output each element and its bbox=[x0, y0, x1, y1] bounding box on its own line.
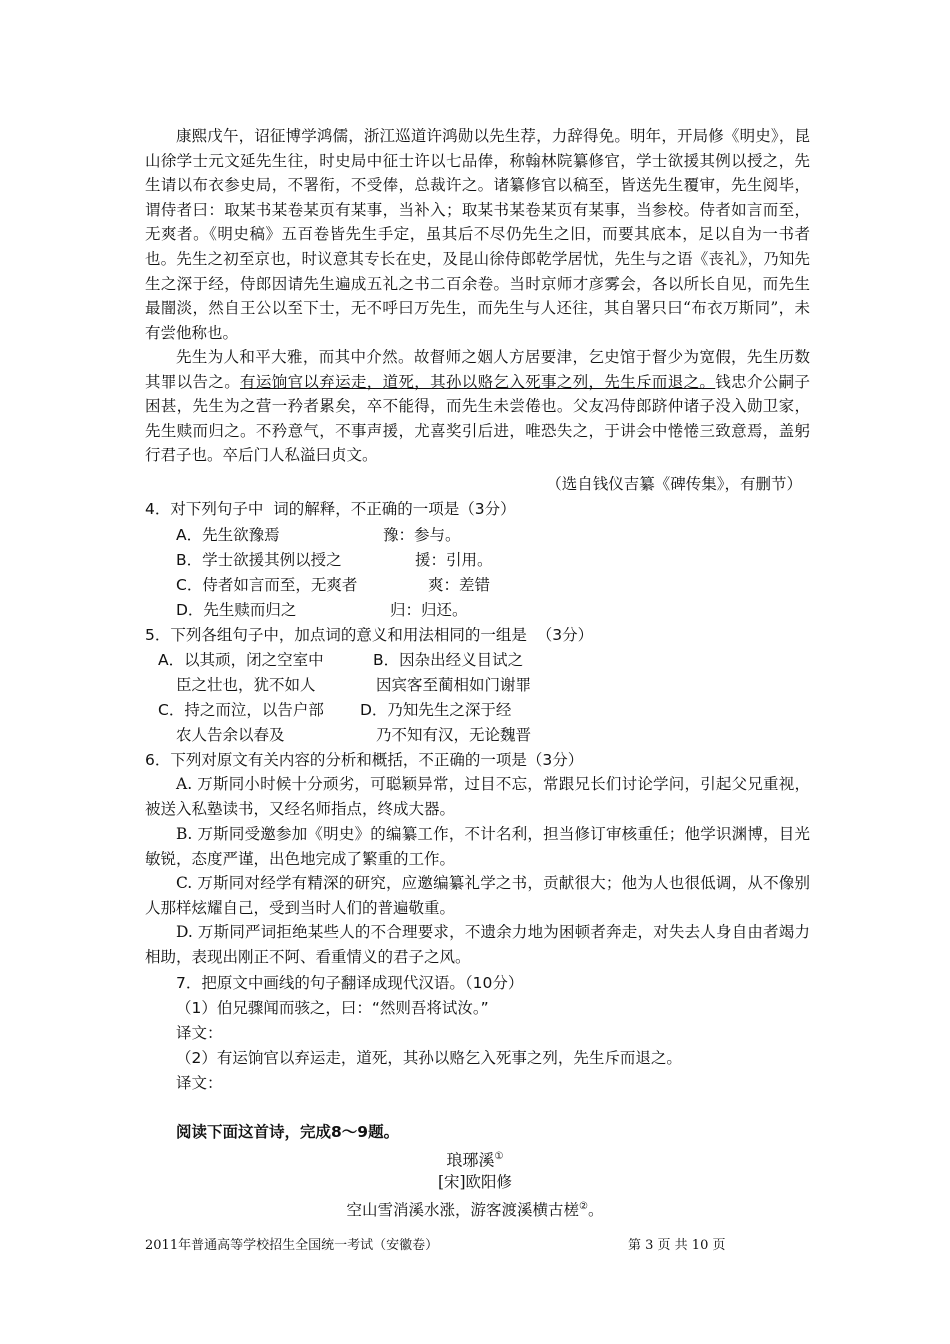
q4-option-a-gloss: 豫：参与。 bbox=[383, 526, 461, 544]
q6-option-d: D. 万斯同严词拒绝某些人的不合理要求，不遗余力地为困顿者奔走，对失去人身自由者竭力相助，表现出刚正不阿、看重情义的君子之风。 bbox=[145, 923, 810, 966]
poem-author: [宋]欧阳修 bbox=[437, 1173, 513, 1191]
q6-option-c: C. 万斯同对经学有精深的研究，应邀编纂礼学之书，贡献很大；他为人也很低调，从不像别人那样炫耀自己，受到当时人们的普遍敬重。 bbox=[145, 874, 810, 917]
q4-option-a: A．先生欲豫焉 bbox=[176, 526, 280, 544]
passage-paragraph-2-b: 钱忠介公嗣子困甚，先生为之营一矜者累矣，卒不能得，而先生未尝倦也。父友冯侍郎跻仲诸子没入勋卫家，先生赎而归之。不矜意气，不事声援，尤喜奖引后进，唯恐失之，于讲会中惓惓三致意焉，盖躬行君子也。卒后门人私溢曰贞文。 bbox=[145, 372, 810, 465]
q4-option-d: D．先生赎而归之 bbox=[176, 601, 297, 619]
q5-option-c-1: C．持之而泣，以告户部 bbox=[158, 701, 324, 719]
passage-paragraph-2-a: 先生为人和平大雅，而其中介然。故督师之姻人方居要津，乞史馆于督少为宽假，先生历数其罪以告之。 bbox=[145, 348, 810, 391]
q6-option-b: B. 万斯同受邀参加《明史》的编纂工作，不计名利，担当修订审核重任；他学识渊博，目光敏锐，态度严谨，出色地完成了繁重的工作。 bbox=[145, 825, 810, 868]
passage-paragraph-2 bbox=[145, 345, 810, 468]
poem-title-line bbox=[0, 1145, 950, 1172]
passage-paragraph-1: 康熙戊午，诏征博学鸿儒，浙江巡道许鸿勋以先生荐，力辞得免。明年，开局修《明史》，昆山徐学士元文延先生往，时史局中征士许以七品俸，称翰林院纂修官，学士欲援其例以授之，先生请以布衣参史局，不署衔，不受俸，总裁许之。诸纂修官以稿至，皆送先生覆审，先生阅毕，谓侍者曰：取某书某卷某页有某事，当补入；取某书某卷某页有某事，当参校。侍者如言而至，无爽者。《明史稿》五百卷皆先生手定，虽其后不尽仍先生之旧，而要其底本，足以自为一书者也。先生之初至京也，时议意其专长在史，及昆山徐侍郎乾学居忧，先生与之语《丧礼》，乃知先生之深于经，侍郎因请先生遍成五礼之书二百余卷。当时京师才彦雾会，各以所长自见，而先生最闇淡，然自王公以至下士，无不呼曰万先生，而先生与人还往，其自署只曰“布衣万斯同”，未有尝他称也。 bbox=[145, 127, 810, 342]
q4-option-c-gloss: 爽：差错 bbox=[428, 576, 491, 594]
poem-line-1 bbox=[0, 1195, 950, 1222]
q7-stem: 7．把原文中画线的句子翻译成现代汉语。（10分） bbox=[176, 974, 524, 992]
q4-option-b-gloss: 援：引用。 bbox=[415, 551, 493, 569]
q6-stem: 6．下列对原文有关内容的分析和概括，不正确的一项是（3分） bbox=[145, 751, 584, 769]
q6-option-a: A. 万斯同小时候十分顽劣，可聪颖异常，过目不忘，常跟兄长们讨论学问，引起父兄重视，被送入私塾读书，又经名师指点，终成大器。 bbox=[145, 775, 810, 818]
poem-title-note: ① bbox=[494, 1151, 504, 1162]
q5-stem: 5．下列各组句子中，加点词的意义和用法相同的一组是 （3分） bbox=[145, 626, 594, 644]
footer-page-number: 第 3 页 共 10 页 bbox=[628, 1238, 726, 1253]
poem-line-1-note: ② bbox=[579, 1201, 588, 1212]
q4-option-b: B．学士欲援其例以授之 bbox=[176, 551, 342, 569]
q7-item-1: （1）伯兄骤闻而骇之，曰：“然则吾将试汝。” bbox=[176, 999, 489, 1017]
q5-option-a-1: A．以其顽，闭之空室中 bbox=[158, 651, 324, 669]
poem-line-1-text: 空山雪消溪水涨，游客渡溪横古槎 bbox=[346, 1201, 580, 1220]
q5-option-b-1: B．因杂出经义目试之 bbox=[373, 651, 524, 669]
q4-stem: 4．对下列句子中 词的解释，不正确的一项是（3分） bbox=[145, 500, 516, 518]
q5-option-d-2: 乃不知有汉，无论魏晋 bbox=[376, 726, 532, 744]
q5-option-c-2: 农人告余以春及 bbox=[176, 726, 285, 744]
poem-instruction: 阅读下面这首诗，完成8～9题。 bbox=[176, 1123, 400, 1141]
q7-item-2: （2）有运饷官以弃运走，道死，其孙以赂乞入死事之列，先生斥而退之。 bbox=[176, 1049, 682, 1067]
footer-exam-title: 2011年普通高等学校招生全国统一考试（安徽卷） bbox=[145, 1238, 439, 1253]
underlined-sentence: 有运饷官以弃运走，道死，其孙以赂乞入死事之列，先生斥而退之。 bbox=[240, 372, 716, 391]
q5-option-a-2: 臣之壮也，犹不如人 bbox=[176, 676, 316, 694]
q4-option-c: C．侍者如言而至，无爽者 bbox=[176, 576, 358, 594]
source-citation: （选自钱仪吉纂《碑传集》，有删节） bbox=[546, 475, 802, 493]
q5-option-b-2: 因宾客至蔺相如门谢罪 bbox=[376, 676, 532, 694]
q5-option-d-1: D．乃知先生之深于经 bbox=[360, 701, 512, 719]
poem-title: 琅琊溪 bbox=[446, 1150, 495, 1170]
q4-option-d-gloss: 归：归还。 bbox=[390, 601, 468, 619]
poem-line-1-end: 。 bbox=[587, 1201, 604, 1220]
q7-answer-label-2: 译文： bbox=[176, 1074, 223, 1092]
q7-answer-label-1: 译文： bbox=[176, 1024, 223, 1042]
